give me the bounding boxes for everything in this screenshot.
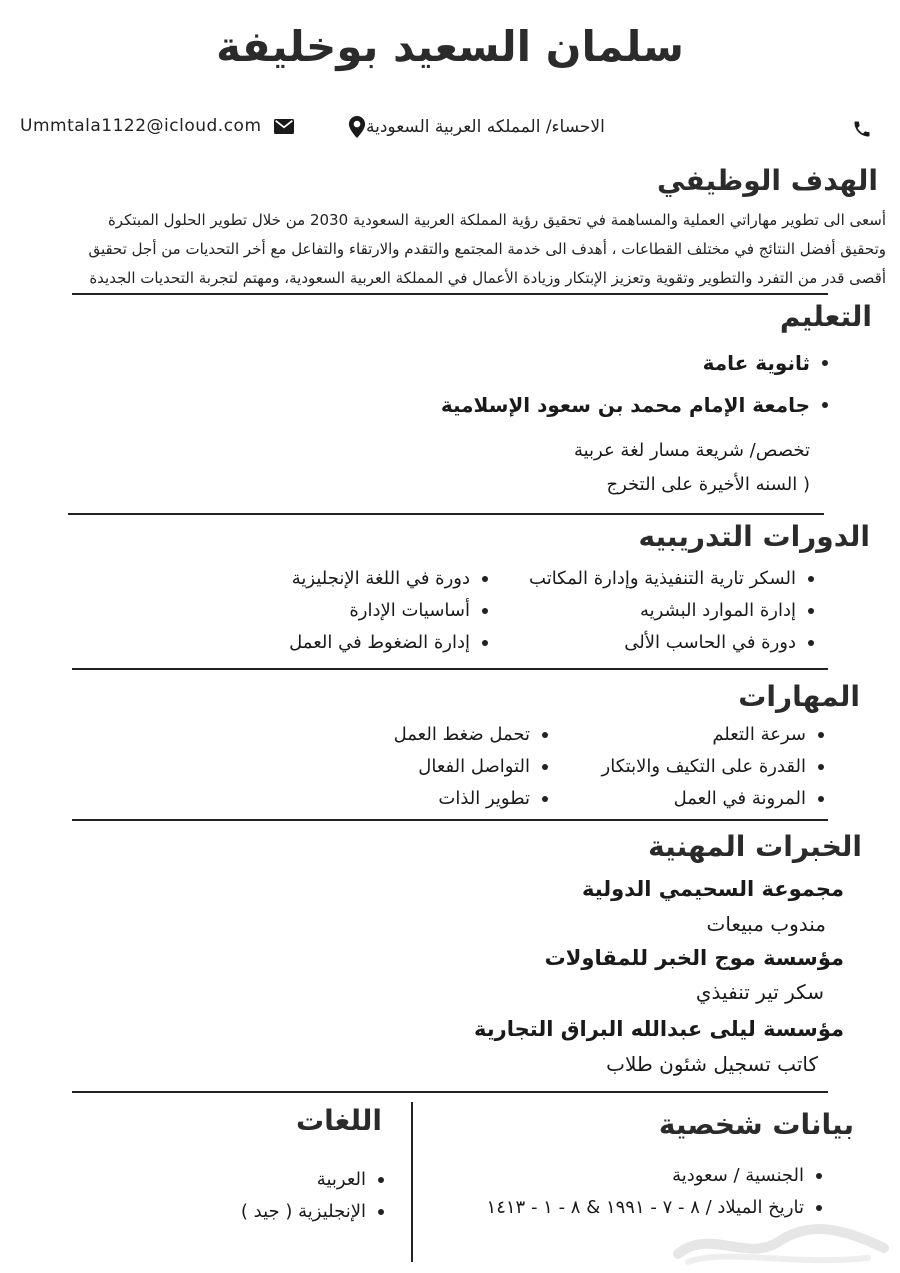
courses-title: الدورات التدريبيه	[638, 520, 870, 553]
location-text: الاحساء/ المملكه العربية السعودية	[366, 117, 605, 137]
list-item: القدرة على التكيف والابتكار	[602, 751, 826, 783]
list-item: الجنسية / سعودية	[487, 1160, 824, 1192]
list-item: العربية	[241, 1164, 386, 1196]
divider	[72, 293, 828, 295]
languages-list	[241, 1164, 386, 1228]
envelope-icon	[274, 119, 294, 134]
job-role: سكر تير تنفيذي	[695, 980, 824, 1004]
courses-list-left	[289, 563, 490, 659]
divider	[68, 513, 824, 515]
personal-title: بيانات شخصية	[658, 1108, 854, 1141]
experience-title: الخبرات المهنية	[648, 830, 862, 863]
column-divider	[411, 1102, 413, 1262]
skills-list-right	[602, 719, 826, 815]
list-item: جامعة الإمام محمد بن سعود الإسلامية	[441, 384, 830, 426]
list-item: إدارة الموارد البشريه	[529, 595, 816, 627]
objective-line: أسعى الى تطوير مهاراتي العملية والمساهمة في تحقيق رؤية المملكة العربية السعودية 2030 من خلال تطوير الحلول المبتكرة	[107, 211, 886, 229]
languages-title: اللغات	[296, 1104, 382, 1137]
email-line	[20, 116, 294, 136]
education-title: التعليم	[779, 300, 872, 333]
location-pin-icon	[348, 116, 366, 138]
divider	[72, 668, 828, 670]
skills-title: المهارات	[738, 680, 860, 713]
education-list	[441, 342, 830, 426]
company-name: مؤسسة ليلى عبدالله البراق التجارية	[474, 1017, 844, 1041]
skills-list-left	[394, 719, 550, 815]
education-major: تخصص/ شريعة مسار لغة عربية	[573, 440, 810, 461]
list-item: ثانوية عامة	[441, 342, 830, 384]
objective-text	[6, 206, 886, 293]
divider	[72, 1091, 828, 1093]
objective-title: الهدف الوظيفي	[657, 164, 878, 197]
email-text[interactable]: Ummtala1122@icloud.com	[20, 116, 262, 136]
list-item: دورة في اللغة الإنجليزية	[289, 563, 490, 595]
list-item: إدارة الضغوط في العمل	[289, 627, 490, 659]
job-role: مندوب مبيعات	[706, 912, 826, 936]
courses-list-right	[529, 563, 816, 659]
company-name: مجموعة السحيمي الدولية	[581, 877, 844, 901]
education-details	[574, 434, 810, 502]
list-item: سرعة التعلم	[602, 719, 826, 751]
list-item: تطوير الذات	[394, 783, 550, 815]
list-item: تحمل ضغط العمل	[394, 719, 550, 751]
watermark-logo	[668, 1218, 894, 1268]
list-item: المرونة في العمل	[602, 783, 826, 815]
objective-line: أقصى قدر من التفرد والتطوير وتقوية وتعزيز الإبتكار وزيادة الأعمال في المملكة العربية السعودية، ومهتم لتجربة التحديات الجديدة	[89, 269, 886, 287]
list-item: تاريخ الميلاد / ٨ - ٧ - ١٩٩١ & ٨ - ١ - ١٤١٣	[487, 1192, 824, 1224]
phone-icon	[852, 119, 872, 139]
job-role: كاتب تسجيل شئون طلاب	[606, 1052, 818, 1076]
list-item: السكر تارية التنفيذية وإدارة المكاتب	[529, 563, 816, 595]
list-item: أساسيات الإدارة	[289, 595, 490, 627]
objective-line: وتحقيق أفضل النتائج في مختلف القطاعات ، أهدف الى خدمة المجتمع والتقدم والارتقاء والتفاعل مع أخر التحديات من أجل تحقيق	[88, 240, 886, 258]
location-line	[340, 116, 640, 138]
personal-list	[487, 1160, 824, 1224]
divider	[72, 819, 828, 821]
list-item: الإنجليزية ( جيد )	[241, 1196, 386, 1228]
list-item: التواصل الفعال	[394, 751, 550, 783]
candidate-name: سلمان السعيد بوخليفة	[216, 22, 684, 71]
list-item: دورة في الحاسب الألى	[529, 627, 816, 659]
education-status: ( السنه الأخيرة على التخرج	[606, 474, 810, 495]
company-name: مؤسسة موج الخبر للمقاولات	[544, 946, 844, 970]
